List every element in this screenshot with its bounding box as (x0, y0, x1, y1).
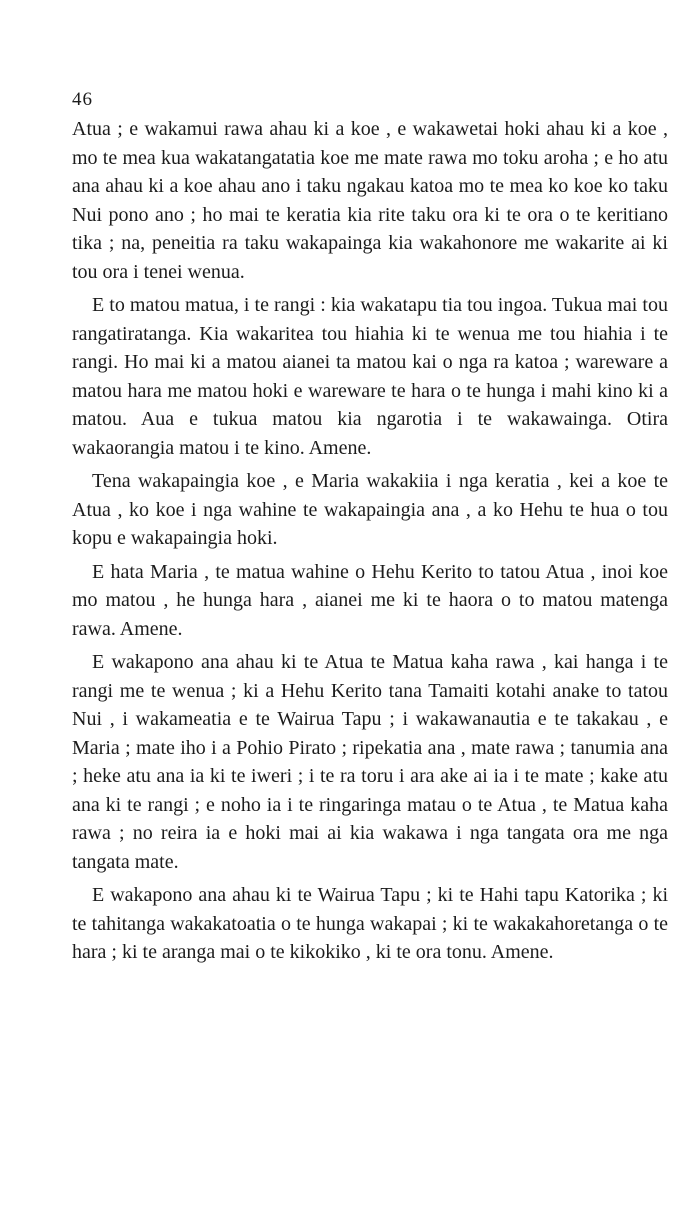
paragraph-lords-prayer: E to matou matua, i te rangi : kia wakatapu tia tou ingoa. Tukua mai tou rangatiratanga. Kia wakaritea tou hiahia ki te wenua me tou hiahia i te rangi. Ho mai ki a matou aianei ta matou kai o nga ra katoa ; wareware a matou hara me matou hoki e wareware te hara o te hunga i mahi kino ki a matou. Aua e tukua matou kia ngarotia i te wakawainga. Otira wakaorangia matou i te kino. Amene. (72, 294, 668, 459)
paragraph-creed-part-one: E wakapono ana ahau ki te Atua te Matua kaha rawa , kai hanga i te rangi me te wenua ; ki a Hehu Kerito tana Tamaiti kotahi anake to tatou Nui , i wakameatia e te Wairua Tapu ; i wakawanautia e te takakau , e Maria ; mate iho i a Pohio Pirato ; ripekatia ana , mate rawa ; tanumia ana ; heke atu ana ia ki te iweri ; i te ra toru i ara ake ai ia i te mate ; kake atu ana ki te rangi ; e noho ia i te ringaringa matau o te Atua , te Matua kaha rawa ; no reira ia e hoki mai ai kia wakawa i nga tangata ora me nga tangata mate. (72, 651, 668, 873)
paragraph-continued-prayer: Atua ; e wakamui rawa ahau ki a koe , e wakawetai hoki ahau ki a koe , mo te mea kua wakatangatatia koe me mate rawa mo toku aroha ; e ho atu ana ahau ki a koe ahau ano i taku ngakau katoa mo te mea ko koe ko taku Nui pono ano ; ho mai te keratia kia rite taku ora ki te ora o te keritiano tika ; na, peneitia ra taku wakapainga kia wakahonore me wakarite ai ki tou ora i tenei wenua. (72, 118, 668, 283)
page-text-block (72, 86, 668, 972)
paragraph-creed-part-two: E wakapono ana ahau ki te Wairua Tapu ; ki te Hahi tapu Katorika ; ki te tahitanga wakakatoatia o te hunga wakapai ; ki te wakakahoretanga o te hara ; ki te aranga mai o te kikokiko , ki te ora tonu. Amene. (72, 884, 668, 963)
paragraph-hail-mary: Tena wakapaingia koe , e Maria wakakiia i nga keratia , kei a koe te Atua , ko koe i nga wahine te wakapaingia ana , a ko Hehu te hua o tou kopu e wakapaingia hoki. (72, 470, 668, 549)
page-number: 46 (72, 89, 93, 110)
paragraph-holy-mary: E hata Maria , te matua wahine o Hehu Kerito to tatou Atua , inoi koe mo matou , he hunga hara , aianei me ki te haora o to matou matenga rawa. Amene. (72, 560, 668, 640)
